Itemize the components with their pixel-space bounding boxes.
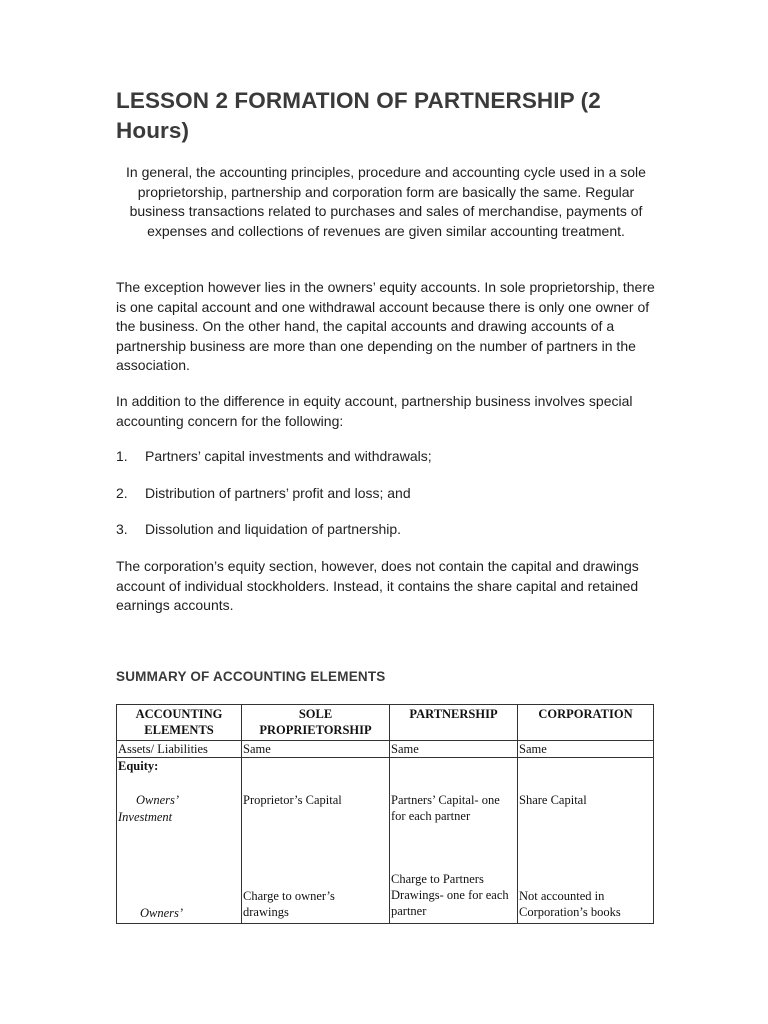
table-row	[117, 758, 654, 924]
header-accounting-elements: ACCOUNTING ELEMENTS	[117, 705, 242, 741]
list-item-text: Partners’ capital investments and withdrawals;	[145, 448, 432, 464]
list-item-text: Distribution of partners’ profit and loss; and	[145, 485, 411, 501]
equity-cell	[117, 758, 242, 924]
assets-liabilities-label: Assets/ Liabilities	[117, 741, 242, 758]
sole-proprietorship-equity-cell	[242, 758, 390, 924]
list-item-text: Dissolution and liquidation of partnership.	[145, 521, 402, 537]
header-corporation: CORPORATION	[518, 705, 654, 741]
partnership-investment-value: Partners’ Capital- one for each partner	[391, 793, 500, 823]
owners-withdrawal-label: Owners’	[140, 906, 184, 920]
corporation-investment-value: Share Capital	[519, 793, 587, 807]
sole-investment-value: Proprietor’s Capital	[243, 793, 342, 807]
list-item-number: 1.	[116, 448, 128, 464]
header-partnership: PARTNERSHIP	[390, 705, 518, 741]
table-row	[117, 741, 654, 758]
table-header-row	[117, 705, 654, 741]
owners-investment-label-line2: Investment	[118, 810, 173, 824]
partnership-equity-cell	[390, 758, 518, 924]
lesson-title: LESSON 2 FORMATION OF PARTNERSHIP (2 Hours)	[116, 88, 601, 143]
intro-paragraph: In general, the accounting principles, procedure and accounting cycle used in a sole proprietorship, partnership and corporation form are basically the same. Regular business transactions related to purchases and sales of merchandise, payments of expenses and collections of revenues are given similar accounting treatment.	[126, 164, 646, 239]
table-cell: Same	[242, 741, 390, 758]
summary-table	[116, 704, 654, 924]
header-sole-proprietorship: SOLE PROPRIETORSHIP	[242, 705, 390, 741]
table-cell: Same	[518, 741, 654, 758]
sole-withdrawal-value: Charge to owner’s drawings	[243, 889, 335, 919]
owners-investment-label-line1: Owners’	[136, 793, 180, 807]
corporation-withdrawal-value: Not accounted in Corporation’s books	[519, 889, 621, 919]
table-cell: Same	[390, 741, 518, 758]
addition-paragraph: In addition to the difference in equity account, partnership business involves special accounting concern for the following:	[116, 393, 633, 429]
corporation-paragraph: The corporation’s equity section, however, does not contain the capital and drawings account of individual stockholders. Instead, it contains the share capital and retained earnings accounts.	[116, 558, 639, 613]
list-item-number: 3.	[116, 521, 128, 537]
exception-paragraph: The exception however lies in the owners’ equity accounts. In sole proprietorship, there is one capital account and one withdrawal account because there is only one owner of the business. On the other hand, the capital accounts and drawing accounts of a partnership business are more than one depending on the number of partners in the association.	[116, 279, 655, 373]
equity-label: Equity:	[118, 759, 159, 773]
list-item-number: 2.	[116, 485, 128, 501]
partnership-withdrawal-value: Charge to Partners Drawings- one for each partner	[391, 872, 509, 918]
summary-heading: SUMMARY OF ACCOUNTING ELEMENTS	[116, 669, 386, 684]
corporation-equity-cell	[518, 758, 654, 924]
